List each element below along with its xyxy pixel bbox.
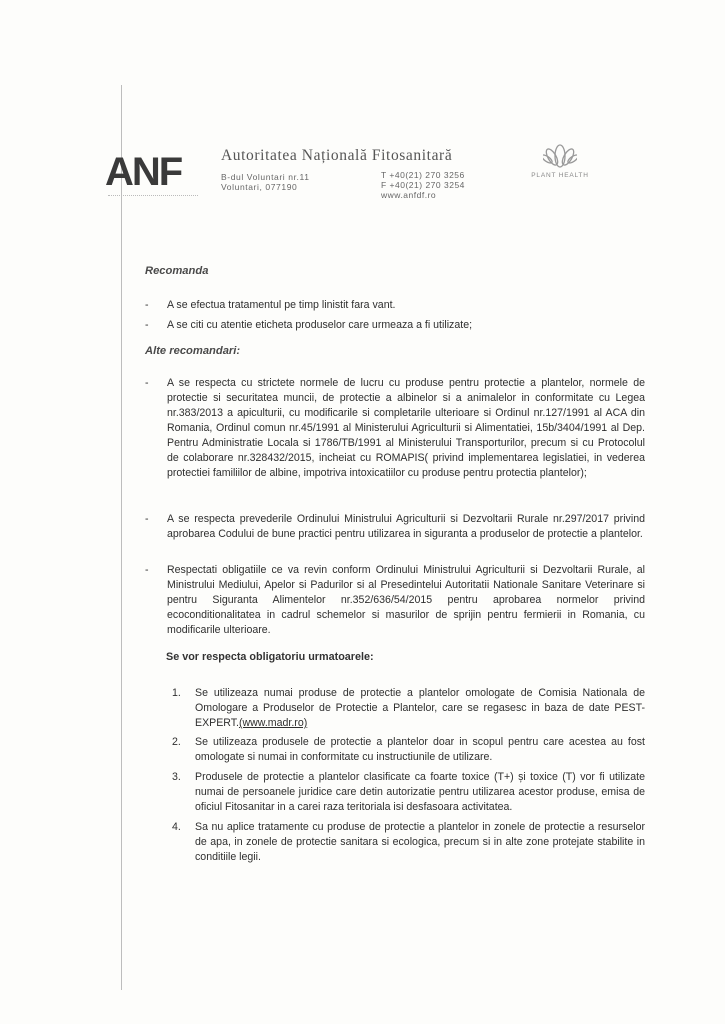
fax: F +40(21) 270 3254 — [381, 180, 465, 190]
margin-line — [121, 85, 122, 990]
leaf-emblem-icon — [543, 142, 577, 170]
logo-underline — [108, 195, 198, 199]
obligatorii-heading: Se vor respecta obligatoriu urmatoarele: — [166, 651, 374, 663]
list-item: - A se citi cu atentie eticheta produselor care urmeaza a fi utilizate; — [145, 319, 473, 331]
phone: T +40(21) 270 3256 — [381, 170, 465, 180]
plant-health-logo — [520, 142, 600, 179]
alte-recomandari-heading: Alte recomandari: — [145, 345, 241, 357]
recomanda-heading: Recomanda — [145, 265, 209, 277]
address-block — [221, 172, 310, 192]
plant-health-label: PLANT HEALTH — [531, 172, 589, 179]
bullet-mark: - — [145, 377, 149, 389]
address-line1: B-dul Voluntari nr.11 — [221, 172, 310, 182]
address-line2: Voluntari, 077190 — [221, 182, 298, 192]
bullet-mark: - — [145, 319, 149, 331]
list-item: - A se respecta cu strictete normele de lucru cu produse pentru protectie a plantelor, normele de protectie si securitatea muncii, de protectie a albinelor si a animalelor in conformitate cu Legea nr.383/2013 a apiculturii, cu modificarile si completarile ulterioare si Ordinul nr.127/1991 al ACA din Romania, Ordinul comun nr.45/1991 al Ministerului Agriculturii si Alimentatiei, 15b/3404/1991 al Dep. Pentru Administratie Locala si 1786/TB/1991 al Ministerului Transporturilor, precum si cu Protocolul de colaborare nr.328432/2015, incheiat cu ROMAPIS( privind implementarea legislatiei, in vederea protectiei familiilor de albine, impotriva intoxicatiilor cu produse pentru protectia plantelor); — [145, 377, 645, 479]
list-item: - A se respecta prevederile Ordinului Ministrului Agriculturii si Dezvoltarii Rurale nr.297/2017 privind aprobarea Codului de bune practici pentru utilizarea in siguranta a produselor de protectie a plantelor. — [145, 513, 645, 540]
org-name: Autoritatea Națională Fitosanitară — [221, 147, 453, 164]
bullet-mark: - — [145, 299, 149, 311]
numbered-item: 4. Sa nu aplice tratamente cu produse de protectie a plantelor in zonele de protectie a resurselor de apa, in zonele de protectie sanitara si ecologica, precum si in alte zone protejate stabilite in conditiile legii. — [172, 821, 645, 863]
madr-link[interactable]: (www.madr.ro) — [238, 717, 308, 729]
contact-block — [381, 170, 465, 200]
numbered-item: 3. Produsele de protectie a plantelor clasificate ca foarte toxice (T+) și toxice (T) vor fi utilizate numai de persoanele juridice care detin autorizatie pentru utilizarea acestor produse, emisa de oficiul Fitosanitar in a carei raza teritoriala isi desfasoara activitatea. — [172, 771, 645, 813]
bullet-mark: - — [145, 513, 149, 525]
bullet-mark: - — [145, 564, 149, 576]
list-item: - Respectati obligatiile ce va revin conform Ordinului Ministrului Agriculturii si Dezvoltarii Rurale, al Ministrului Mediului, Apelor si Padurilor si al Presedintelui Autoritatii Nationale Sanitare Veterinare si pentru Siguranta Alimentelor nr.352/636/54/2015 pentru aprobarea normelor privind ecoconditionalitatea in cadrul schemelor si masurilor de sprijin pentru fermierii in Romania, cu modificarile ulterioare. — [145, 564, 645, 636]
anf-logo: ANF — [105, 150, 182, 194]
list-item: - A se efectua tratamentul pe timp linistit fara vant. — [145, 299, 396, 311]
website: www.anfdf.ro — [381, 190, 437, 200]
numbered-item: 2. Se utilizeaza produsele de protectie a plantelor doar in scopul pentru care acestea au fost omologate si numai in conformitate cu instructiunile de utilizare. — [172, 736, 645, 763]
numbered-item: 1. Se utilizeaza numai produse de protectie a plantelor omologate de Comisia Nationala de Omologare a Produselor de Protectie a Plantelor, care se regasesc in baza de date PEST-EXPERT.(www.madr.ro) — [172, 687, 645, 729]
